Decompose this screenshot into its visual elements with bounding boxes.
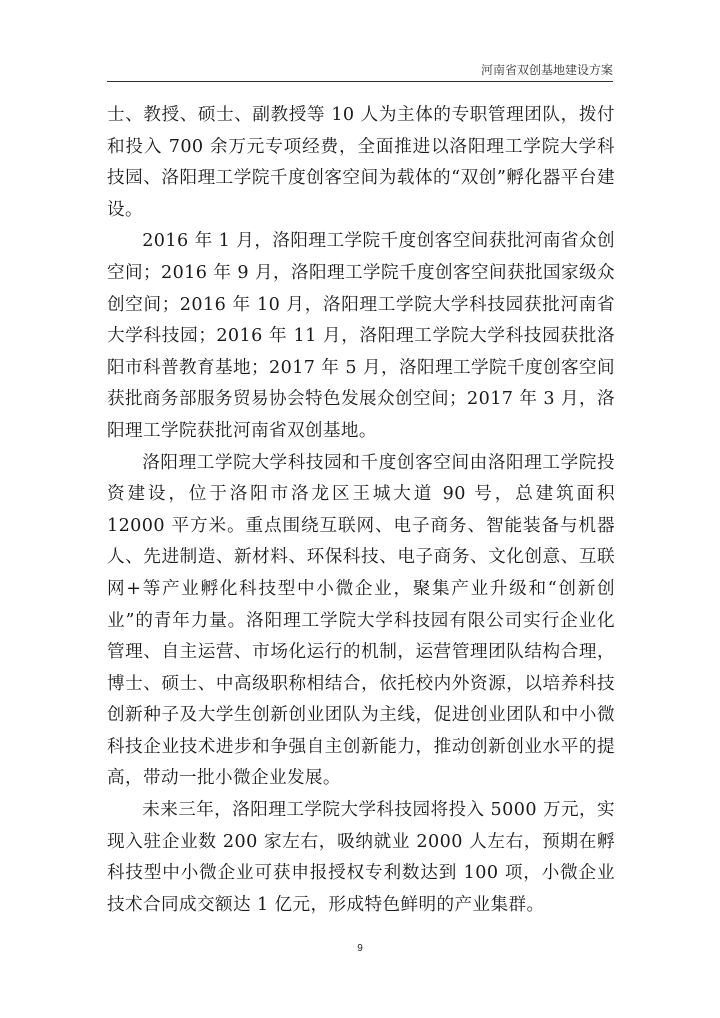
paragraph-management-team: 士、教授、硕士、副教授等 10 人为主体的专职管理团队，拨付和投入 700 余万元专项经费，全面推进以洛阳理工学院大学科技园、洛阳理工学院千度创客空间为载体的“双创”孵化器平台建设。 bbox=[107, 105, 615, 220]
paragraph-science-park-overview: 洛阳理工学院大学科技园和千度创客空间由洛阳理工学院投资建设，位于洛阳市洛龙区王城大道 90 号，总建筑面积 12000 平方米。重点围绕互联网、电子商务、智能装备与机器人、先进制造、新材料、环保科技、电子商务、文化创意、互联网+等产业孵化科技型中小微企业，聚集产业升级和“创新创业”的青年力量。洛阳理工学院大学科技园有限公司实行企业化管理、自主运营、市场化运行的机制，运营管理团队结构合理，博士、硕士、中高级职称相结合，依托校内外资源，以培养科技创新种子及大学生创新创业团队为主线，促进创业团队和中小微科技企业技术进步和争强自主创新能力，推动创新创业水平的提高，带动一批小微企业发展。 bbox=[107, 452, 615, 789]
paragraph-three-year-plan: 未来三年，洛阳理工学院大学科技园将投入 5000 万元，实现入驻企业数 200 家左右，吸纳就业 2000 人左右，预期在孵科技型中小微企业可获申报授权专利数达到 100 项，小微企业技术合同成交额达 1 亿元，形成特色鲜明的产业集群。 bbox=[107, 800, 615, 915]
body-text bbox=[107, 100, 615, 921]
paragraph-milestones: 2016 年 1 月，洛阳理工学院千度创客空间获批河南省众创空间；2016 年 9 月，洛阳理工学院千度创客空间获批国家级众创空间；2016 年 10 月，洛阳理工学院大学科技园获批河南省大学科技园；2016 年 11 月，洛阳理工学院大学科技园获批洛阳市科普教育基地；2017 年 5 月，洛阳理工学院千度创客空间获批商务部服务贸易协会特色发展众创空间；2017 年 3 月，洛阳理工学院获批河南省双创基地。 bbox=[107, 231, 615, 441]
page-number: 9 bbox=[357, 943, 363, 954]
running-header: 河南省双创基地建设方案 bbox=[107, 61, 613, 82]
